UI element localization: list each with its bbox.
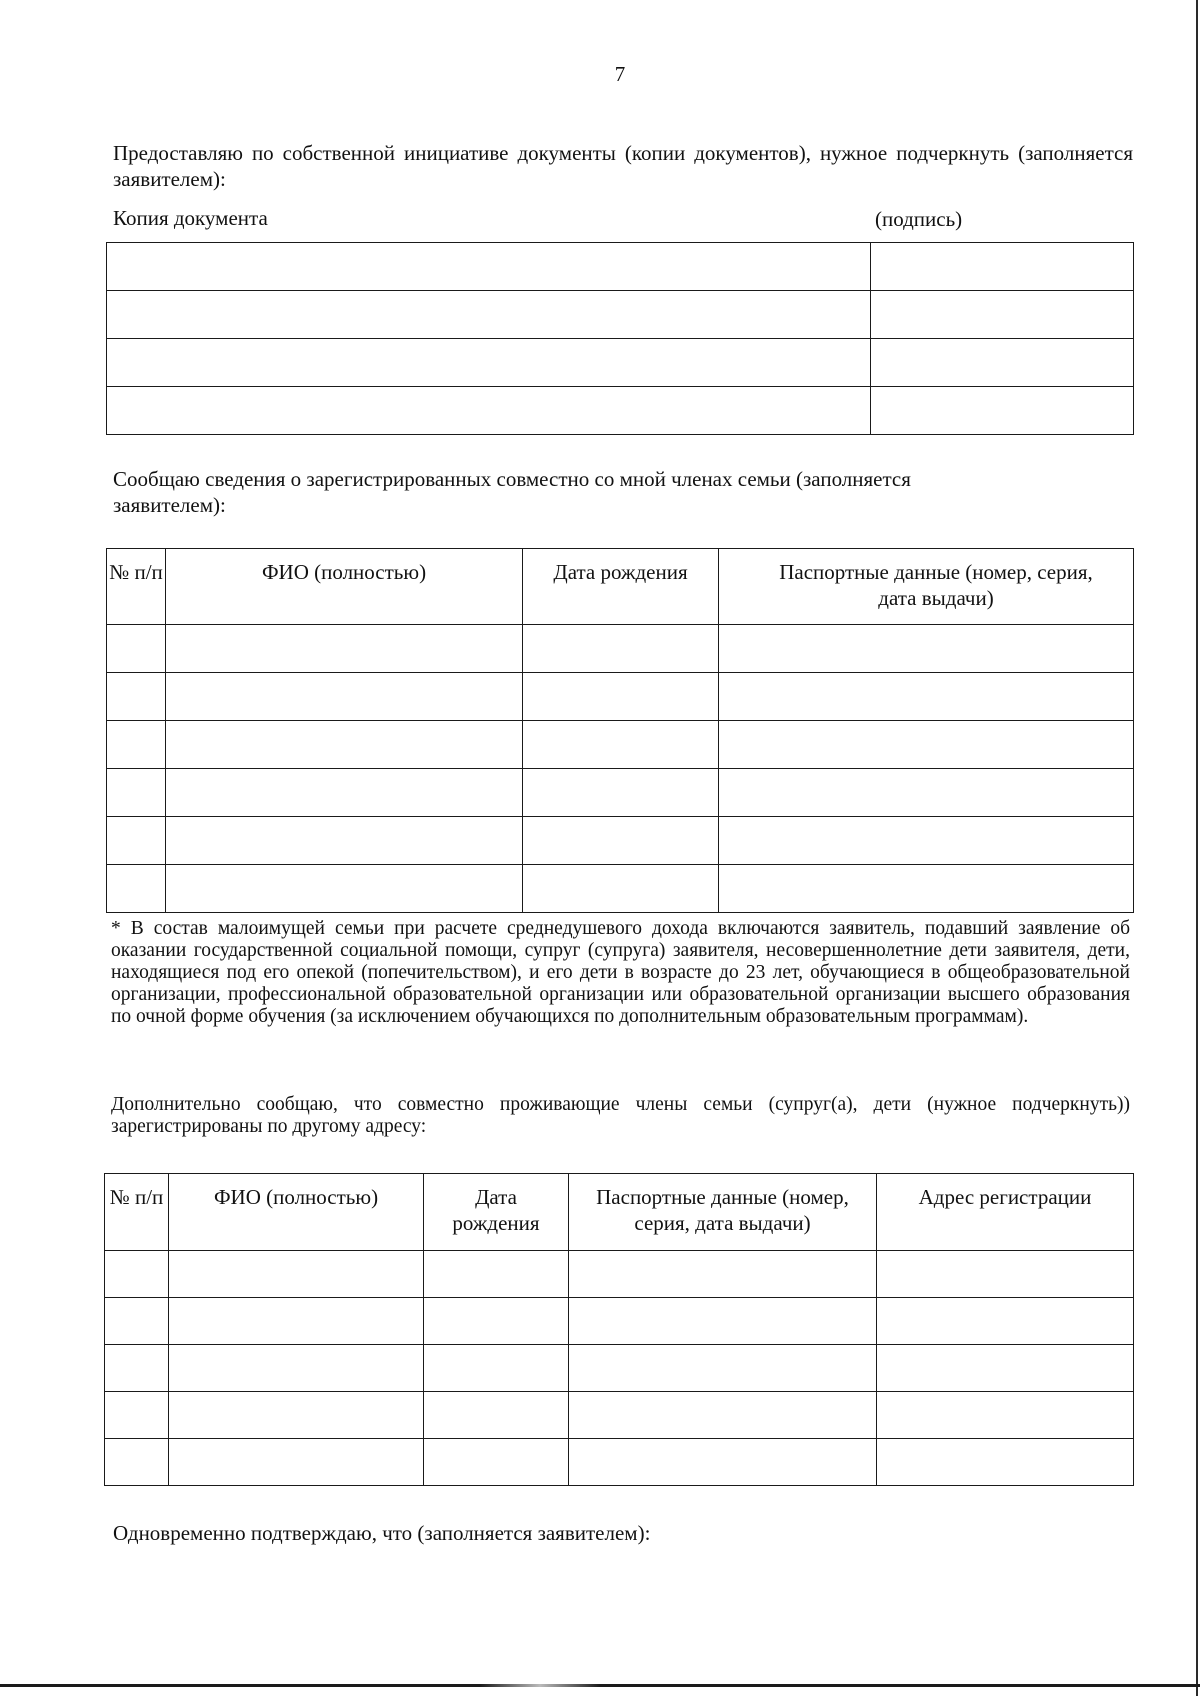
- scan-edge-line: [1196, 0, 1198, 1696]
- table-row: [105, 1439, 1134, 1486]
- table-row: [107, 769, 1134, 817]
- num-cell[interactable]: [107, 673, 166, 721]
- birth-cell[interactable]: [523, 769, 719, 817]
- signature-cell[interactable]: [871, 387, 1134, 435]
- num-cell[interactable]: [107, 721, 166, 769]
- scan-bottom-line: [0, 1684, 1200, 1687]
- birth-cell[interactable]: [523, 673, 719, 721]
- signature-column-label: (подпись): [875, 207, 963, 231]
- header-fio: ФИО (полностью): [169, 1174, 424, 1251]
- table-row: [107, 243, 1134, 291]
- address-cell[interactable]: [877, 1251, 1134, 1298]
- passport-cell[interactable]: [719, 625, 1134, 673]
- family-section-heading: Сообщаю сведения о зарегистрированных совместно со мной членах семьи (заполняется заявителем):: [113, 467, 911, 517]
- other-address-text: Дополнительно сообщаю, что совместно проживающие члены семьи (супруг(а), дети (нужное подчеркнуть)) зарегистрированы по другому адресу:: [111, 1094, 1130, 1137]
- fio-cell[interactable]: [169, 1439, 424, 1486]
- header-passport: Паспортные данные (номер, серия, дата выдачи): [569, 1174, 877, 1251]
- header-passport: Паспортные данные (номер, серия, дата выдачи): [719, 549, 1134, 625]
- document-cell[interactable]: [107, 387, 871, 435]
- birth-cell[interactable]: [424, 1345, 569, 1392]
- fio-cell[interactable]: [169, 1345, 424, 1392]
- fio-cell[interactable]: [166, 769, 523, 817]
- table-row: [105, 1345, 1134, 1392]
- header-birth-date: Дата рождения: [523, 549, 719, 625]
- header-num: № п/п: [105, 1174, 169, 1251]
- num-cell[interactable]: [105, 1298, 169, 1345]
- table-row: [107, 721, 1134, 769]
- birth-cell[interactable]: [424, 1251, 569, 1298]
- address-cell[interactable]: [877, 1392, 1134, 1439]
- header-birth-date: Дата рождения: [424, 1174, 569, 1251]
- other-address-table: [104, 1173, 1134, 1486]
- document-cell[interactable]: [107, 291, 871, 339]
- footnote: * В состав малоимущей семьи при расчете среднедушевого дохода включаются заявитель, подавший заявление об оказании государственной социальной помощи, супруг (супруга) заявителя, несовершеннолетние дети заявителя, дети, находящиеся под его опекой (попечительством), и его дети в возрасте до 23 лет, обучающиеся в общеобразовательной организации, профессиональной образовательной организации или образовательной организации высшего образования по очной форме обучения (за исключением обучающихся по дополнительным образовательным программам).: [111, 918, 1130, 1027]
- num-cell[interactable]: [105, 1439, 169, 1486]
- passport-cell[interactable]: [719, 817, 1134, 865]
- address-cell[interactable]: [877, 1298, 1134, 1345]
- passport-cell[interactable]: [569, 1345, 877, 1392]
- num-cell[interactable]: [107, 865, 166, 913]
- fio-cell[interactable]: [166, 865, 523, 913]
- num-cell[interactable]: [105, 1251, 169, 1298]
- birth-cell[interactable]: [424, 1298, 569, 1345]
- birth-cell[interactable]: [523, 625, 719, 673]
- passport-cell[interactable]: [719, 673, 1134, 721]
- table-header-row: [105, 1174, 1134, 1251]
- header-address: Адрес регистрации: [877, 1174, 1134, 1251]
- documents-table: [106, 242, 1134, 435]
- table-row: [107, 291, 1134, 339]
- num-cell[interactable]: [105, 1392, 169, 1439]
- table-header-row: [107, 549, 1134, 625]
- table-row: [107, 817, 1134, 865]
- fio-cell[interactable]: [166, 817, 523, 865]
- fio-cell[interactable]: [169, 1392, 424, 1439]
- fio-cell[interactable]: [166, 721, 523, 769]
- intro-text: Предоставляю по собственной инициативе документы (копии документов), нужное подчеркнуть (заполняется заявителем):: [113, 141, 1133, 191]
- table-row: [107, 865, 1134, 913]
- birth-cell[interactable]: [523, 817, 719, 865]
- table-row: [107, 387, 1134, 435]
- header-fio: ФИО (полностью): [166, 549, 523, 625]
- table-row: [107, 339, 1134, 387]
- document-cell[interactable]: [107, 243, 871, 291]
- confirm-text: Одновременно подтверждаю, что (заполняется заявителем):: [113, 1521, 651, 1545]
- num-cell[interactable]: [107, 817, 166, 865]
- passport-cell[interactable]: [569, 1392, 877, 1439]
- table-row: [105, 1392, 1134, 1439]
- fio-cell[interactable]: [166, 625, 523, 673]
- num-cell[interactable]: [107, 769, 166, 817]
- fio-cell[interactable]: [169, 1251, 424, 1298]
- table-row: [107, 625, 1134, 673]
- passport-cell[interactable]: [719, 721, 1134, 769]
- fio-cell[interactable]: [169, 1298, 424, 1345]
- birth-cell[interactable]: [424, 1392, 569, 1439]
- table-row: [105, 1298, 1134, 1345]
- birth-cell[interactable]: [523, 721, 719, 769]
- document-column-label: Копия документа: [113, 206, 268, 230]
- fio-cell[interactable]: [166, 673, 523, 721]
- birth-cell[interactable]: [424, 1439, 569, 1486]
- num-cell[interactable]: [105, 1345, 169, 1392]
- table-row: [107, 673, 1134, 721]
- signature-cell[interactable]: [871, 243, 1134, 291]
- passport-cell[interactable]: [569, 1251, 877, 1298]
- passport-cell[interactable]: [719, 769, 1134, 817]
- document-cell[interactable]: [107, 339, 871, 387]
- num-cell[interactable]: [107, 625, 166, 673]
- passport-cell[interactable]: [719, 865, 1134, 913]
- address-cell[interactable]: [877, 1439, 1134, 1486]
- passport-cell[interactable]: [569, 1298, 877, 1345]
- signature-cell[interactable]: [871, 291, 1134, 339]
- page-number: 7: [614, 62, 626, 86]
- table-row: [105, 1251, 1134, 1298]
- address-cell[interactable]: [877, 1345, 1134, 1392]
- signature-cell[interactable]: [871, 339, 1134, 387]
- family-members-table: [106, 548, 1134, 913]
- header-num: № п/п: [107, 549, 166, 625]
- birth-cell[interactable]: [523, 865, 719, 913]
- passport-cell[interactable]: [569, 1439, 877, 1486]
